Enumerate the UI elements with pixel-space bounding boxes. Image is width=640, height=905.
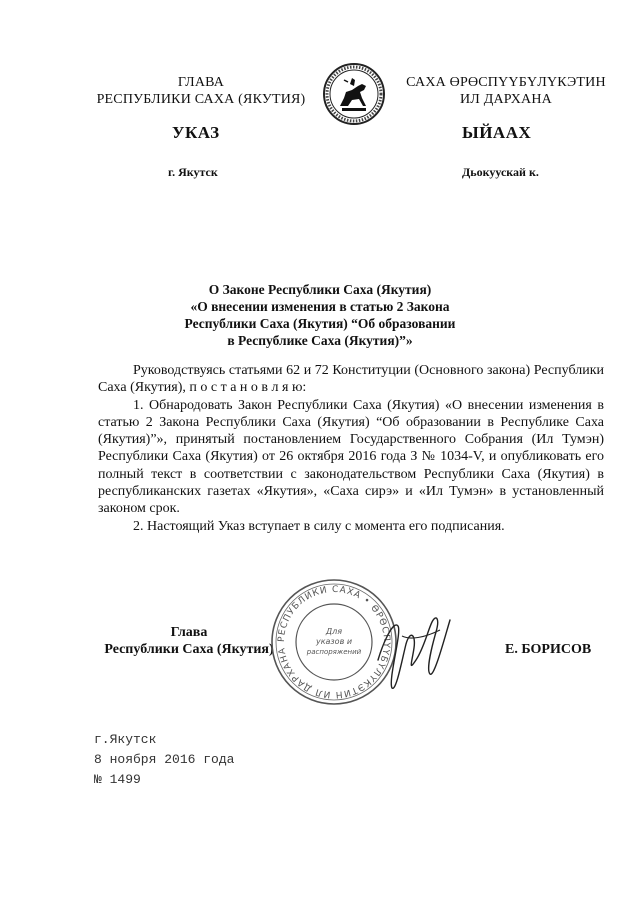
- decree-heading: [150, 281, 490, 349]
- body-item-1: 1. Обнародовать Закон Республики Саха (Якутия) «О внесении изменения в статью 2 Закона Республики Саха (Якутия) “Об образовании в Республике Саха (Якутия)”», принятый постановлением Государственного Собрания (Ил Тумэн) Республики Саха (Якутия) от 26 октября 2016 года З № 1034-V, и опубликовать его полный текст в соответствии с законодательством Республики Саха (Якутия) в республиканских газетах «Якутия», «Саха сирэ» и «Ил Тумэн» в установленный законом срок.: [98, 397, 604, 517]
- signature-title: [98, 624, 280, 658]
- footer-date: 8 ноября 2016 года: [94, 752, 235, 767]
- republic-emblem-icon: [322, 62, 386, 126]
- header-left-line1: ГЛАВА: [177, 75, 225, 90]
- place-left: г. Якутск: [168, 165, 218, 179]
- stamp-center-line2: указов и: [315, 637, 353, 646]
- header-left: [86, 74, 316, 108]
- handwritten-signature: [366, 600, 456, 695]
- header-right: [396, 74, 616, 108]
- body-intro: Руководствуясь статьями 62 и 72 Конституции (Основного закона) Республики Саха (Якутия), п о с т а н о в л я ю:: [98, 363, 604, 396]
- header-left-line2: РЕСПУБЛИКИ САХА (ЯКУТИЯ): [96, 92, 306, 107]
- header-right-line1: САХА ӨРӨСПҮҮБҮЛҮКЭТИН: [406, 75, 606, 90]
- header-right-line2: ИЛ ДАРХАНА: [459, 92, 552, 107]
- footer-block: [94, 730, 234, 790]
- heading-line2: «О внесении изменения в статью 2 Закона: [190, 299, 450, 314]
- stamp-ring-text: РЕСПУБЛИКИ САХА • ӨРӨСПҮҮБҮЛҮКЭТИН ИЛ ДАРХАНА: [276, 584, 392, 700]
- signatory-name: Е. БОРИСОВ: [505, 642, 592, 657]
- place-right: Дьокуускай к.: [462, 165, 539, 179]
- heading-line3: Республики Саха (Якутия) “Об образовании: [184, 316, 456, 331]
- footer-place: г.Якутск: [94, 732, 157, 747]
- heading-line4: в Республике Саха (Якутия)”»: [227, 333, 413, 348]
- title-yiaakh: ЫЙААХ: [462, 123, 532, 142]
- signature-title-line1: Глава: [170, 625, 208, 640]
- body-item-2: 2. Настоящий Указ вступает в силу с момента его подписания.: [133, 518, 505, 534]
- signature-title-line2: Республики Саха (Якутия): [104, 642, 274, 657]
- title-ukaz: УКАЗ: [172, 123, 220, 142]
- heading-line1: О Законе Республики Саха (Якутия): [208, 282, 432, 297]
- footer-number: № 1499: [94, 772, 141, 787]
- decree-body: [98, 362, 604, 535]
- stamp-center-line1: Для: [325, 627, 343, 636]
- stamp-center-line3: распоряжений: [306, 648, 362, 656]
